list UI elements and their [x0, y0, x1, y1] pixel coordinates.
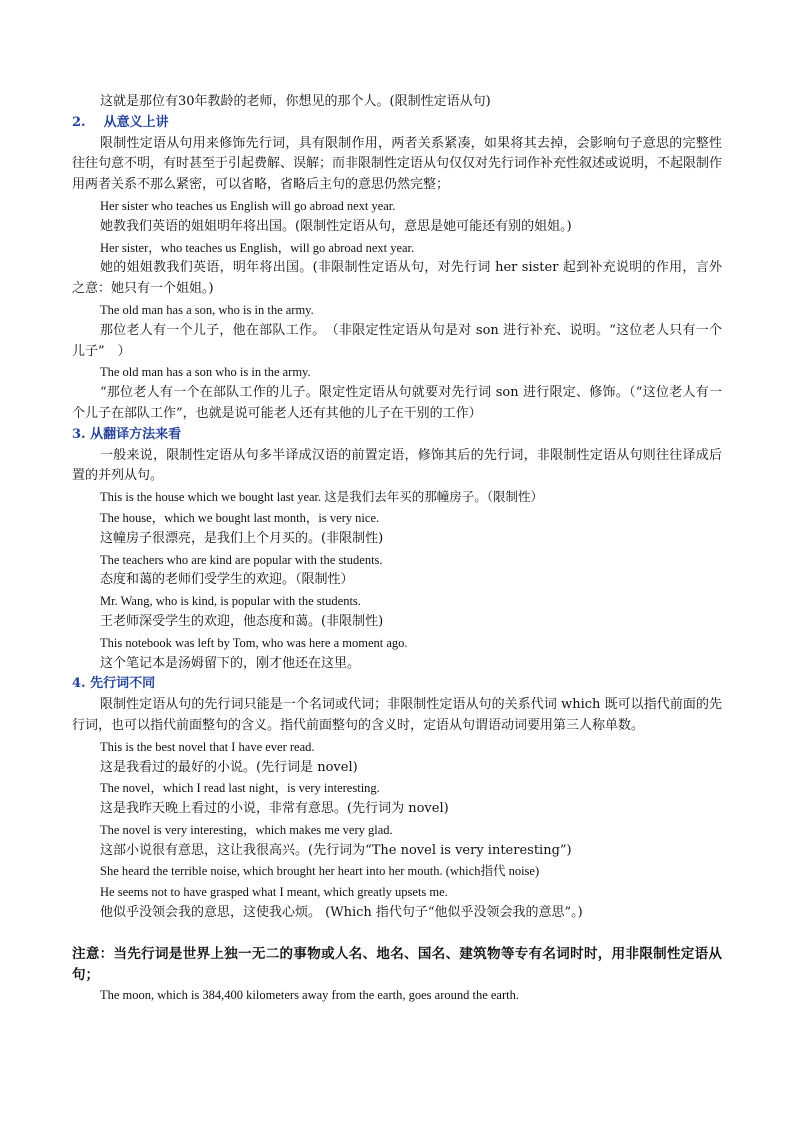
english-example: He seems not to have grasped what I meant, which greatly upsets me. — [100, 885, 448, 900]
paragraph: 一般来说，限制性定语从句多半译成汉语的前置定语，修饰其后的先行词，非限制性定语从句则往往译成后置的并列从句。 — [72, 447, 722, 484]
english-example: She heard the terrible noise, which brought her heart into her mouth. (which指代 noise) — [100, 864, 540, 879]
chinese-translation: 这是我昨天晚上看过的小说，非常有意思。(先行词为 novel) — [100, 801, 449, 817]
chinese-translation: 她教我们英语的姐姐明年将出国。(限制性定语从句，意思是她可能还有别的姐姐。) — [100, 218, 572, 234]
english-example: The teachers who are kind are popular with the students. — [100, 552, 383, 567]
chinese-translation: 这部小说很有意思，这让我很高兴。(先行词为“The novel is very interesting”) — [100, 842, 572, 858]
chinese-translation: 王老师深受学生的欢迎，他态度和蔼。(非限制性) — [100, 613, 384, 629]
english-example: This is the best novel that I have ever read. — [100, 739, 315, 754]
paragraph: 她的姐姐教我们英语，明年将出国。(非限制性定语从句，对先行词 her sister 起到补充说明的作用，言外之意：她只有一个姐姐。) — [72, 260, 722, 297]
english-example: This notebook was left by Tom, who was here a moment ago. — [100, 635, 408, 650]
english-example: Mr. Wang, who is kind, is popular with the students. — [100, 594, 361, 609]
english-example: Her sister，who teaches us English，will go abroad next year. — [100, 240, 415, 255]
english-example: The house，which we bought last month，is very nice. — [100, 510, 380, 525]
note-paragraph: 注意：当先行词是世界上独一无二的事物或人名、地名、国名、建筑物等专有名词时时，用非限制性定语从句； — [72, 945, 722, 983]
section-heading-3: 3. 从翻译方法来看 — [72, 426, 182, 442]
english-example: The old man has a son, who is in the army. — [100, 302, 314, 317]
paragraph: 限制性定语从句用来修饰先行词，具有限制作用，两者关系紧凑，如果将其去掉，会影响句子意思的完整性往往句意不明，有时甚至于引起费解、误解；而非限制性定语从句仅仅对先行词作补充性叙述或说明，不起限制作用两者关系不那么紧密，可以省略，省略后主句的意思仍然完整； — [72, 135, 723, 193]
english-example: The novel，which I read last night，is very interesting. — [100, 781, 380, 796]
section-heading-4: 4. 先行词不同 — [72, 676, 156, 692]
section-heading-2: 2. 从意义上讲 — [72, 114, 169, 130]
paragraph: 那位老人有一个儿子，他在部队工作。 （非限定性定语从句是对 son 进行补充、说明。“这位老人只有一个儿子” ） — [72, 322, 722, 359]
paragraph: “那位老人有一个在部队工作的儿子。限定性定语从句就要对先行词 son 进行限定、修饰。（“这位老人有一个儿子在部队工作”，也就是说可能老人还有其他的儿子在干别的工作） — [72, 385, 722, 421]
english-example: The moon, which is 384,400 kilometers away from the earth, goes around the earth. — [100, 988, 519, 1003]
paragraph: 限制性定语从句的先行词只能是一个名词或代词；非限制性定语从句的关系代词 which 既可以指代前面的先行词，也可以指代前面整句的含义。指代前面整句的含义时，定语从句谓语动词要用第三人称单数。 — [72, 697, 722, 733]
chinese-translation: 他似乎没领会我的意思，这使我心烦。 (Which 指代句子“他似乎没领会我的意思”。) — [100, 905, 583, 921]
english-example: The novel is very interesting，which makes me very glad. — [100, 822, 393, 837]
chinese-translation: 态度和蔼的老师们受学生的欢迎。（限制性） — [100, 572, 354, 588]
english-example: The old man has a son who is in the army. — [100, 365, 311, 380]
english-example: Her sister who teaches us English will go abroad next year. — [100, 198, 396, 213]
chinese-translation: 这个笔记本是汤姆留下的，刚才他还在这里。 — [100, 655, 361, 671]
english-example: This is the house which we bought last year. 这是我们去年买的那幢房子。（限制性） — [100, 490, 544, 505]
chinese-translation: 这是我看过的最好的小说。(先行词是 novel) — [100, 759, 358, 775]
chinese-translation: 这幢房子很漂亮，是我们上个月买的。(非限制性) — [100, 530, 384, 546]
text-line: 这就是那位有30年教龄的老师，你想见的那个人。(限制性定语从句) — [100, 94, 491, 109]
